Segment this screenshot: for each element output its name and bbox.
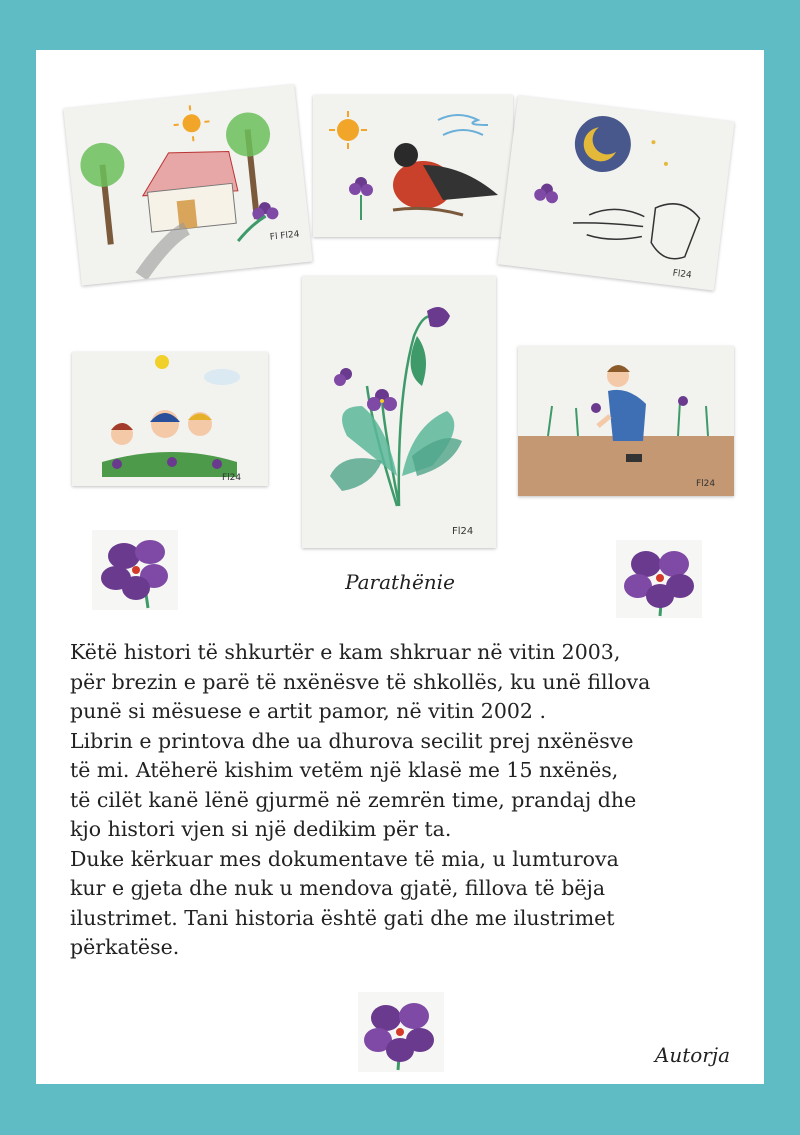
illustration-signature: Fl24	[452, 526, 474, 537]
preface-line: punë si mësuese e artit pamor, në vitin 2002 .	[70, 699, 546, 723]
preface-line: Këtë histori të shkurtër e kam shkruar në vitin 2003,	[70, 640, 621, 664]
violet-flowers-drawing-icon	[302, 276, 496, 548]
illustration-school-house	[63, 84, 312, 285]
boy-planting-drawing-icon	[518, 346, 734, 496]
illustration-signature: Fl24	[672, 268, 693, 281]
violet-flower-icon	[358, 992, 444, 1072]
preface-line: të mi. Atëherë kishim vetëm një klasë me 15 nxënës,	[70, 758, 619, 782]
illustration-children	[72, 352, 268, 486]
moon-wind-drawing-icon	[497, 95, 734, 290]
illustration-bird	[313, 95, 513, 237]
illustration-boy-planting	[518, 346, 734, 496]
preface-line: të cilët kanë lënë gjurmë në zemrën time, prandaj dhe	[70, 787, 637, 812]
bird-sun-drawing-icon	[313, 95, 513, 237]
preface-line: kur e gjeta dhe nuk u mendova gjatë, fillova të bëja	[70, 876, 606, 900]
illustration-signature: Fl Fl24	[269, 229, 300, 243]
author-signature: Autorja	[654, 1043, 730, 1067]
preface-line: ilustrimet. Tani historia është gati dhe me ilustrimet	[70, 905, 615, 930]
children-drawing-icon	[72, 352, 268, 486]
preface-body	[70, 638, 750, 963]
preface-title: Parathënie	[345, 570, 455, 594]
illustration-signature: Fl24	[222, 473, 242, 483]
illustration-moon-wind	[497, 95, 734, 290]
illustration-signature: Fl24	[696, 479, 716, 489]
school-house-drawing-icon	[63, 84, 312, 285]
preface-line: për brezin e parë të nxënësve të shkollës, ku unë fillova	[70, 669, 651, 694]
preface-line: Duke kërkuar mes dokumentave të mia, u lumturova	[70, 846, 619, 871]
preface-line: kjo histori vjen si një dedikim për ta.	[70, 817, 452, 841]
illustration-violets	[302, 276, 496, 548]
preface-line: përkatëse.	[70, 935, 180, 959]
decoration-violet-bottom	[358, 992, 444, 1072]
preface-line: Librin e printova dhe ua dhurova secilit prej nxënësve	[70, 728, 634, 753]
